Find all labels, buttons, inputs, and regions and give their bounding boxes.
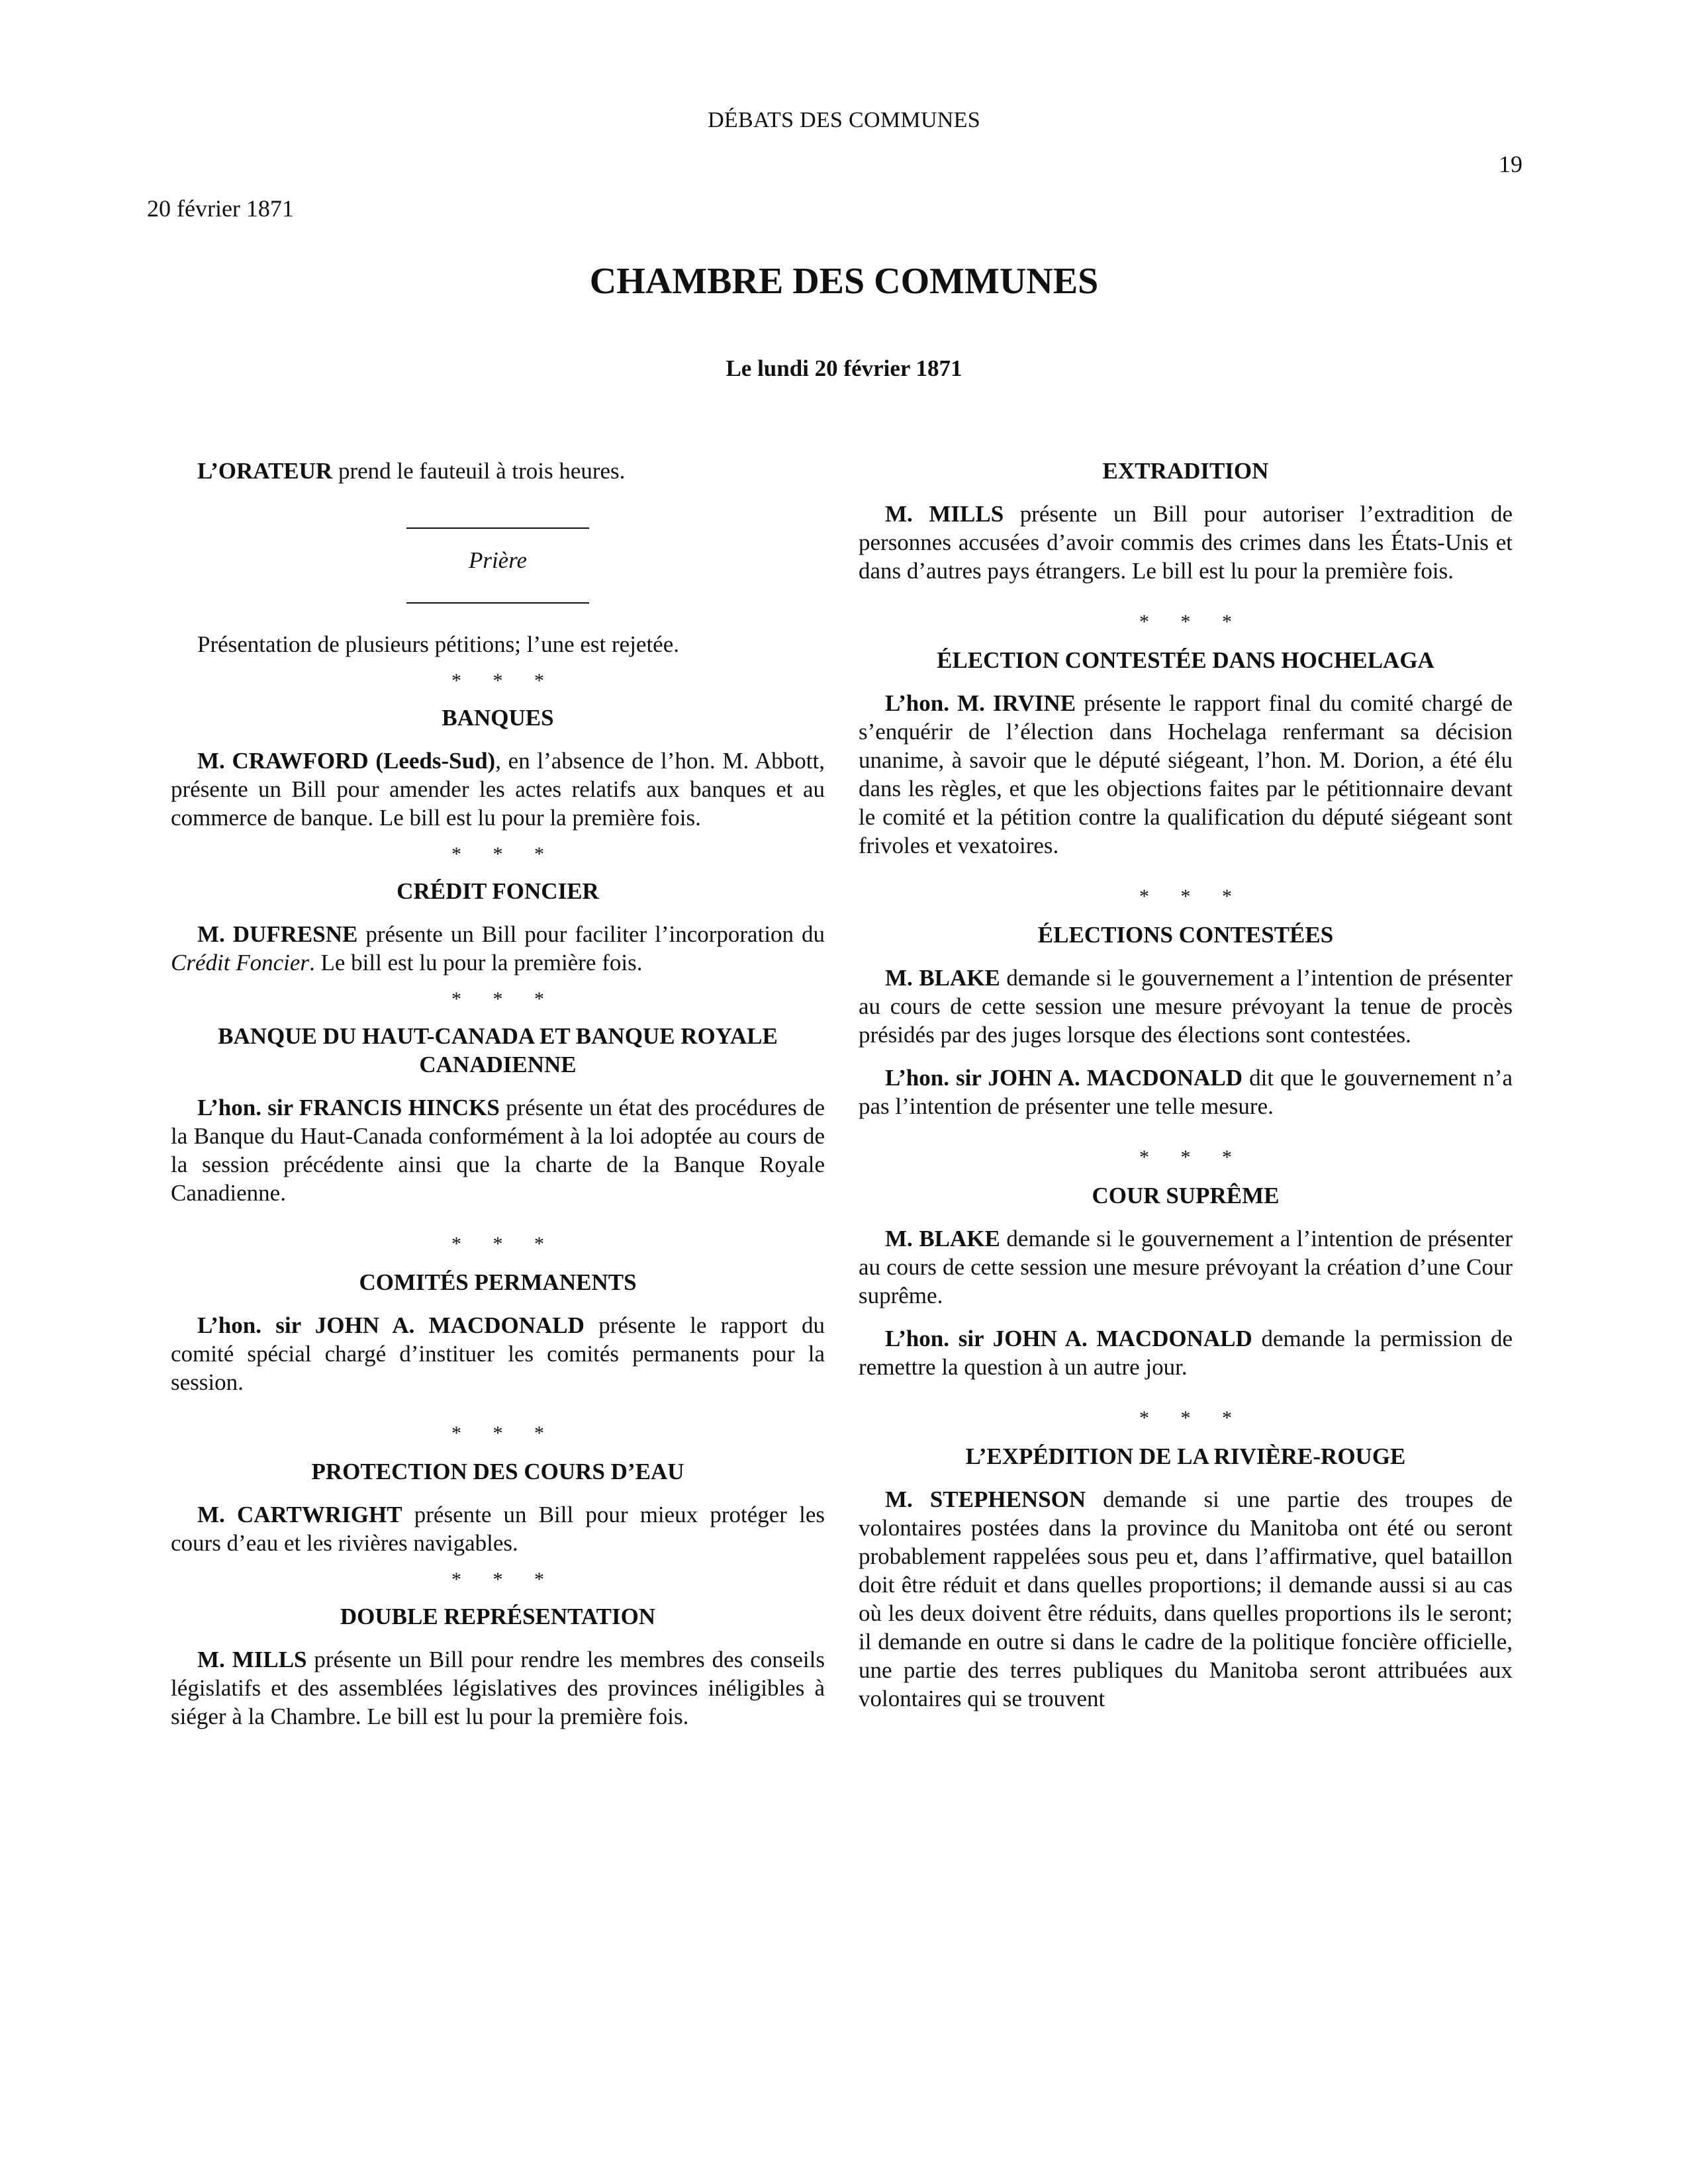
- speaker-name: L’hon. sir JOHN A. MACDONALD: [885, 1326, 1252, 1351]
- section-separator: * * *: [451, 1569, 557, 1590]
- paragraph-text: présente un Bill pour faciliter l’incorporation du: [357, 921, 825, 947]
- paragraph-extradition: [859, 500, 1513, 585]
- speaker-name: L’hon. sir FRANCIS HINCKS: [197, 1095, 500, 1120]
- opening-paragraph: [171, 457, 825, 485]
- paragraph-text: présente un Bill pour autoriser l’extradition de personnes accusées d’avoir commis des crimes dans les États-Unis et dans d’autres pays étrangers. Le bill est lu pour la première fois.: [859, 501, 1513, 584]
- paragraph-double-representation: [171, 1645, 825, 1731]
- paragraph-riviere-rouge: [859, 1485, 1513, 1713]
- paragraph-text: , en l’absence de l’hon. M. Abbott, présente un Bill pour amender les actes relatifs aux banques et au commerce de banque. Le bill est lu pour la première fois.: [171, 748, 825, 831]
- section-heading-comites: COMITÉS PERMANENTS: [359, 1269, 637, 1295]
- paragraph-elections-question: [859, 964, 1513, 1049]
- heading-line: CANADIENNE: [419, 1052, 577, 1077]
- paragraph-text: présente un état des procédures de la Banque du Haut-Canada conformément à la loi adoptée au cours de la session précédente ainsi que la charte de la Banque Royale Canadienne.: [171, 1095, 825, 1206]
- section-separator: * * *: [451, 843, 557, 865]
- section-heading-elections: ÉLECTIONS CONTESTÉES: [1037, 922, 1334, 948]
- paragraph-text: dit que le gouvernement n’a pas l’intention de présenter une telle mesure.: [859, 1065, 1513, 1119]
- paragraph-text: présente le rapport final du comité chargé de s’enquérir de l’élection dans Hochelaga renfermant sa décision unanime, à savoir que le député siégeant, l’hon. M. Dorion, a été élu dans les règles, et que les objections faites par le pétitionnaire devant le comité et la pétition contre la qualification du député siégeant sont frivoles et vexatoires.: [859, 690, 1513, 858]
- paragraph-comites: [171, 1311, 825, 1396]
- section-separator: * * *: [1139, 886, 1245, 907]
- paragraph-text: présente un Bill pour rendre les membres des conseils législatifs et des assemblées législatives des provinces inéligibles à siéger à la Chambre. Le bill est lu pour la première fois.: [171, 1647, 825, 1729]
- speaker-name: L’hon. sir JOHN A. MACDONALD: [885, 1065, 1243, 1091]
- speaker-name: M. DUFRESNE: [197, 921, 358, 947]
- speaker-name: L’hon. M. IRVINE: [885, 690, 1076, 716]
- section-heading-credit-foncier: CRÉDIT FONCIER: [397, 878, 599, 904]
- section-heading-riviere-rouge: L’EXPÉDITION DE LA RIVIÈRE-ROUGE: [965, 1443, 1406, 1469]
- section-separator: * * *: [451, 670, 557, 692]
- speaker-name: M. STEPHENSON: [885, 1486, 1086, 1512]
- paragraph-cour-supreme-question: [859, 1224, 1513, 1310]
- sitting-date: Le lundi 20 février 1871: [726, 355, 962, 381]
- paragraph-credit-foncier: [171, 920, 825, 977]
- paragraph-banque-haut-canada: [171, 1093, 825, 1207]
- prayer-label: Prière: [468, 547, 528, 573]
- section-heading-cours-eau: PROTECTION DES COURS D’EAU: [311, 1459, 684, 1484]
- section-heading-double-representation: DOUBLE REPRÉSENTATION: [340, 1604, 656, 1629]
- section-heading-banques: BANQUES: [442, 705, 554, 731]
- speaker-name: M. CRAWFORD (Leeds-Sud): [197, 748, 496, 774]
- paragraph-cours-eau: [171, 1500, 825, 1557]
- paragraph-text: demande la permission de remettre la question à un autre jour.: [859, 1326, 1513, 1380]
- paragraph-text: demande si une partie des troupes de volontaires postées dans la province du Manitoba ont été ou seront probablement rappelées sous peu et, dans l’affirmative, quel bataillon doit être réduit et dans quelles proportions; il demande aussi si au cas où les deux doivent être réduits, dans quelles proportions ils le seront; il demande en outre si dans le cadre de la politique foncière officielle, une partie des terres publiques du Manitoba seront attribuées aux volontaires qui se trouvent: [859, 1486, 1513, 1711]
- section-separator: * * *: [451, 988, 557, 1010]
- italic-term: Crédit Foncier: [171, 950, 309, 976]
- section-separator: * * *: [1139, 611, 1245, 633]
- paragraph-text: présente le rapport du comité spécial chargé d’instituer les comités permanents pour la session.: [171, 1312, 825, 1395]
- section-separator: * * *: [1139, 1407, 1245, 1429]
- speaker-name: L’ORATEUR: [197, 458, 333, 484]
- speaker-name: M. CARTWRIGHT: [197, 1502, 402, 1527]
- paragraph-text: demande si le gouvernement a l’intention de présenter au cours de cette session une mesure prévoyant la tenue de procès présidés par des juges lorsque des élections sont contestées.: [859, 965, 1513, 1048]
- speaker-name: M. BLAKE: [885, 965, 1000, 991]
- speaker-name: M. MILLS: [885, 501, 1004, 527]
- paragraph-elections-answer: [859, 1064, 1513, 1120]
- section-heading-extradition: EXTRADITION: [1102, 458, 1269, 484]
- section-heading-cour-supreme: COUR SUPRÊME: [1092, 1183, 1280, 1208]
- heading-line: BANQUE DU HAUT-CANADA ET BANQUE ROYALE: [218, 1023, 778, 1049]
- paragraph-text: demande si le gouvernement a l’intention de présenter au cours de cette session une mesure prévoyant la création d’une Cour suprême.: [859, 1226, 1513, 1308]
- paragraph-hochelaga: [859, 689, 1513, 860]
- section-heading-hochelaga: ÉLECTION CONTESTÉE DANS HOCHELAGA: [937, 647, 1434, 673]
- paragraph-banques: [171, 747, 825, 832]
- paragraph-text: prend le fauteuil à trois heures.: [332, 458, 626, 484]
- paragraph-text: . Le bill est lu pour la première fois.: [309, 950, 643, 976]
- section-separator: * * *: [451, 1422, 557, 1444]
- paragraph-text: présente un Bill pour mieux protéger les cours d’eau et les rivières navigables.: [171, 1502, 825, 1556]
- page-date: 20 février 1871: [147, 195, 294, 222]
- section-heading-banque-haut-canada: [171, 1022, 825, 1079]
- speaker-name: M. MILLS: [197, 1647, 307, 1672]
- petitions-paragraph: Présentation de plusieurs pétitions; l’une est rejetée.: [197, 631, 679, 657]
- speaker-name: L’hon. sir JOHN A. MACDONALD: [197, 1312, 585, 1338]
- page-number: 19: [1499, 151, 1523, 177]
- paragraph-cour-supreme-answer: [859, 1324, 1513, 1381]
- page-title: CHAMBRE DES COMMUNES: [589, 261, 1099, 302]
- running-head: DÉBATS DES COMMUNES: [708, 108, 980, 132]
- speaker-name: M. BLAKE: [885, 1226, 1000, 1251]
- left-column: [171, 457, 825, 1731]
- section-separator: * * *: [1139, 1146, 1245, 1168]
- right-column: [859, 457, 1513, 1713]
- section-separator: * * *: [451, 1233, 557, 1255]
